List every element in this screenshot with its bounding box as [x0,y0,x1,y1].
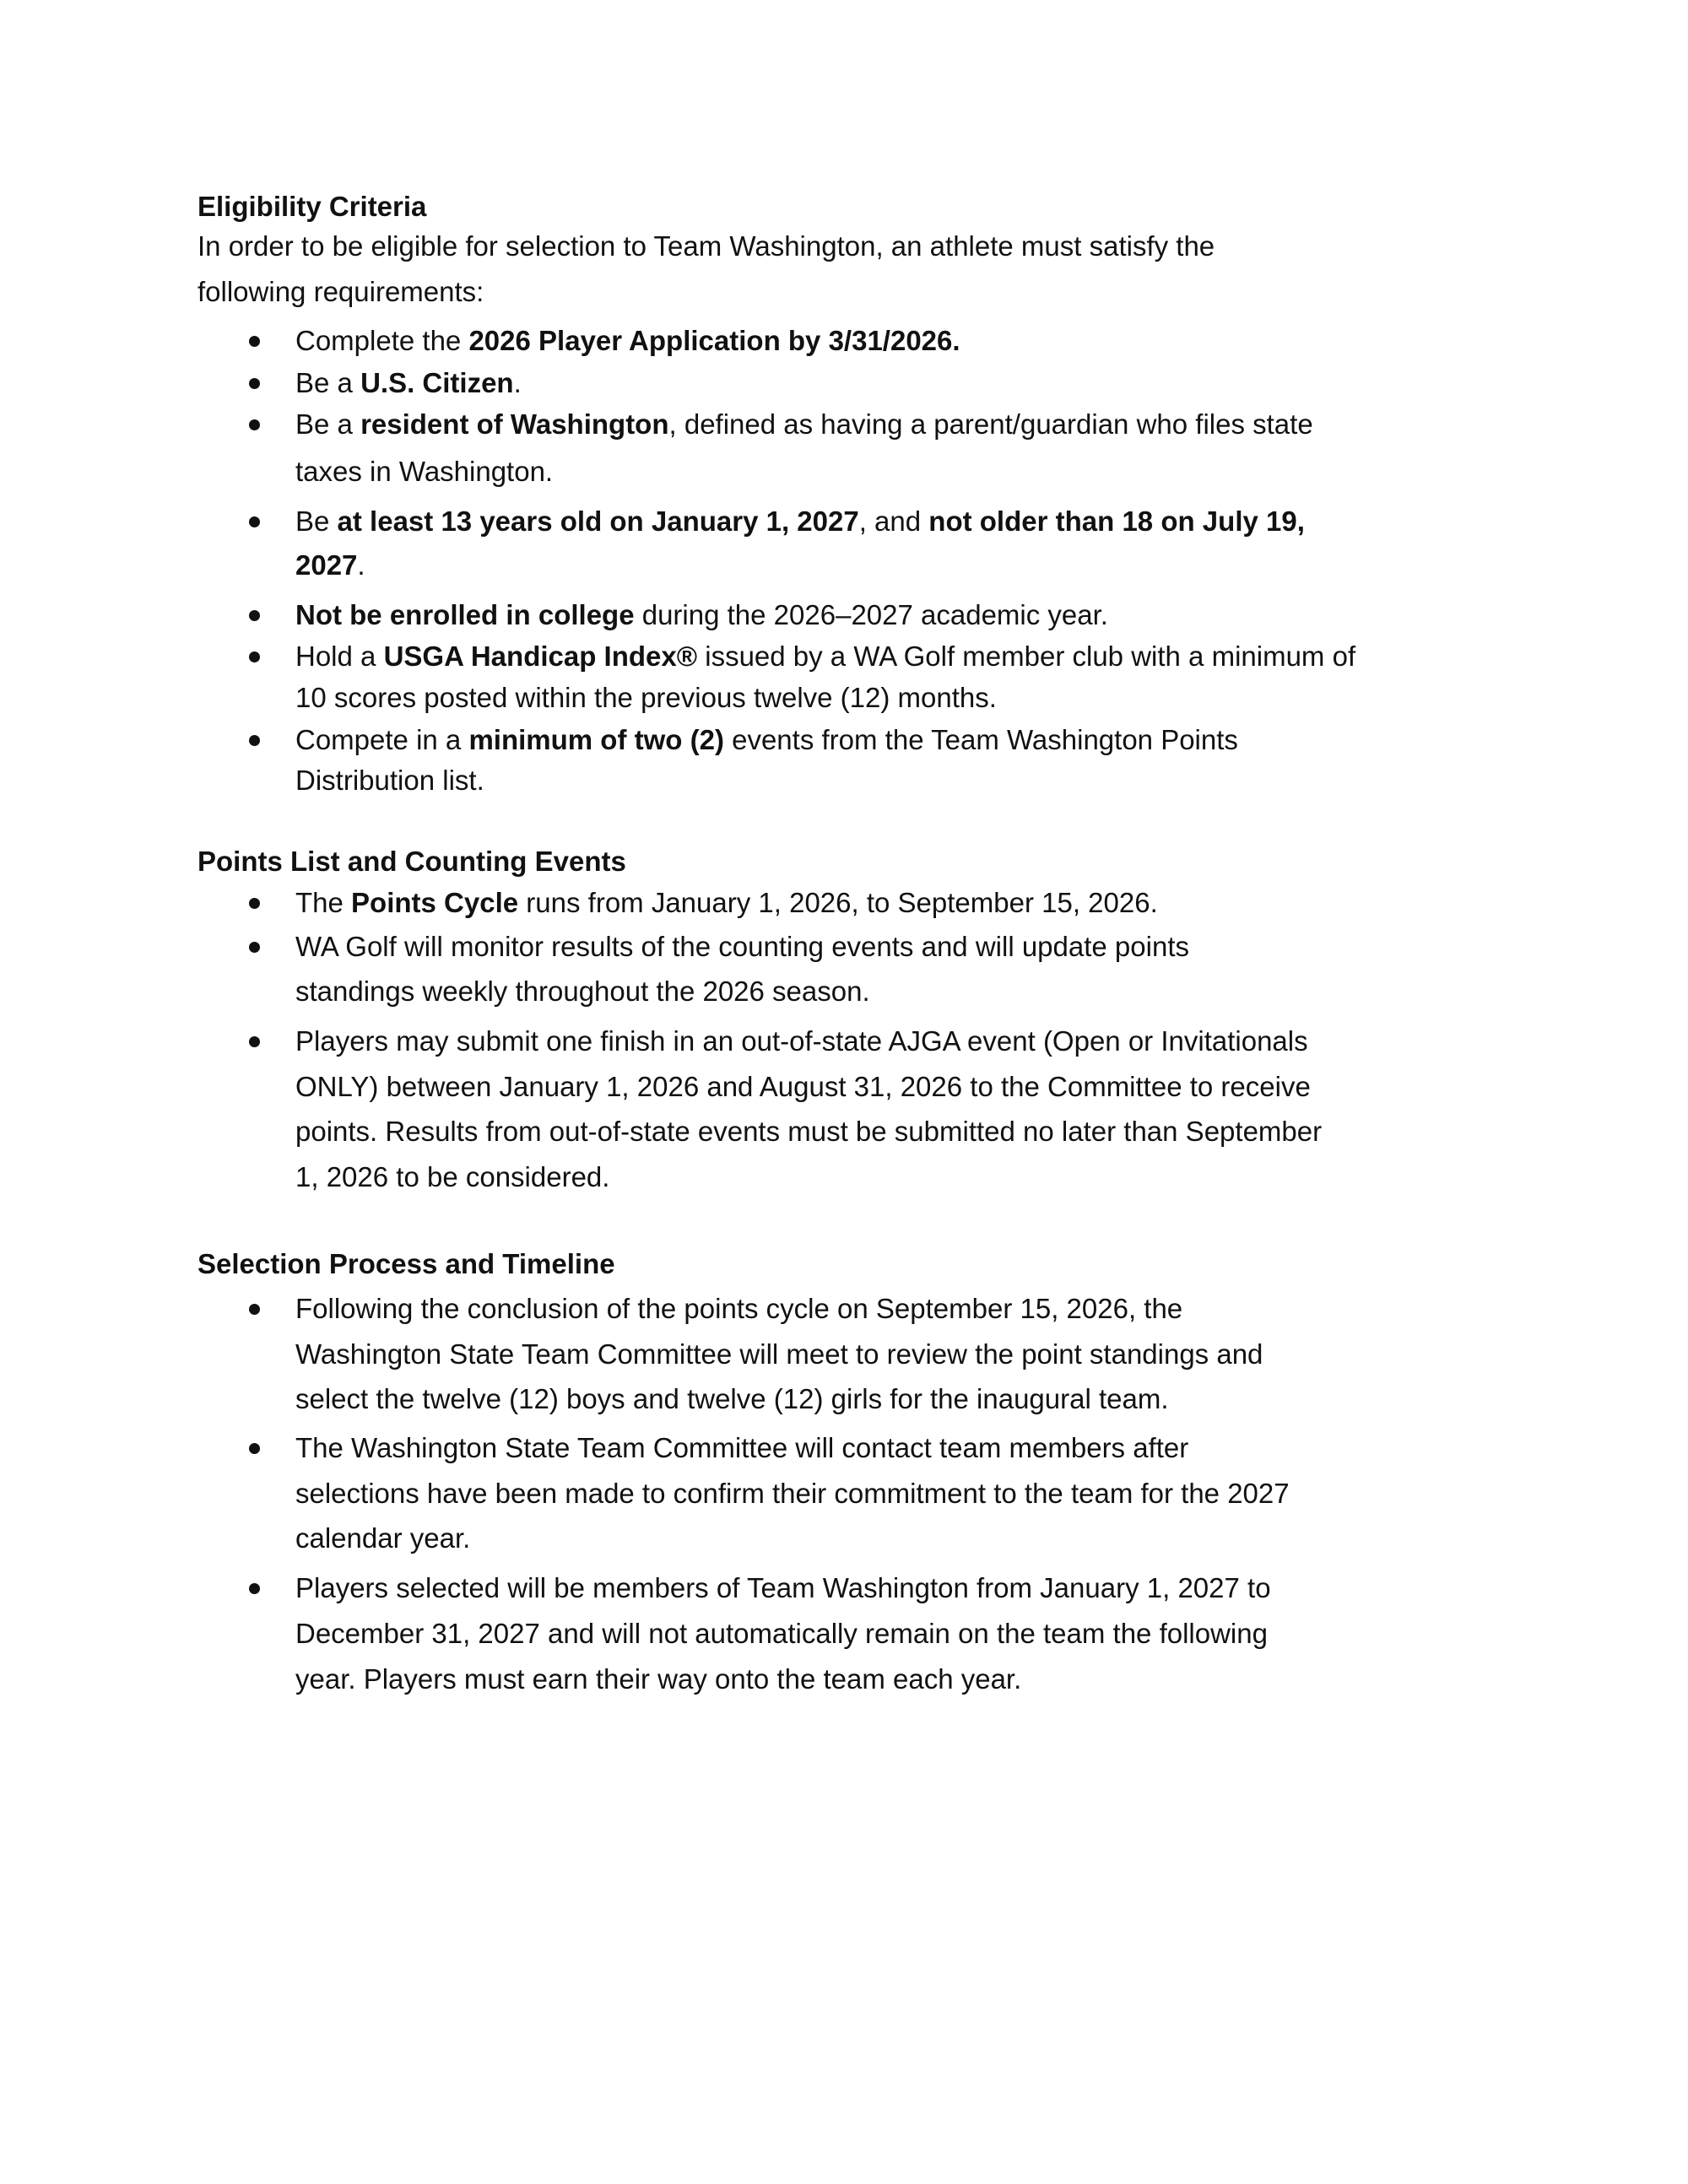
bold-text: U.S. Citizen [360,367,514,398]
list-item-line [295,1522,470,1555]
list-item-line [295,1070,1311,1104]
list-item-line [295,886,1158,920]
list-item-line [295,1431,1188,1465]
text: Hold a [295,641,384,672]
text: Compete in a [295,724,469,755]
list-item-line [295,723,1238,757]
section-heading: Points List and Counting Events [197,846,626,877]
intro-text-line: following requirements: [197,276,484,307]
list-item-line [295,1662,1021,1696]
text: . [513,367,522,398]
text: runs from January 1, 2026, to September 15, 2026. [518,887,1158,918]
bullet-icon [249,336,260,347]
text: The Washington State Team Committee will contact team members after [295,1432,1189,1463]
text: Following the conclusion of the points cycle on September 15, 2026, the [295,1293,1183,1324]
bullet-icon [249,610,260,621]
list-item-line [295,1382,1169,1416]
text: Be a [295,367,361,398]
list-item-line [295,1477,1290,1511]
list-item-line [295,975,870,1008]
list-item-line [295,408,1313,441]
bullet-icon [249,1583,260,1594]
list-item-line [295,1617,1268,1651]
text: , and [858,505,929,537]
list-item-line [295,1115,1322,1149]
text: 10 scores posted within the previous twelve (12) months. [295,682,997,713]
list-item-line [295,1571,1271,1605]
list-item-line [295,598,1108,632]
text: issued by a WA Golf member club with a minimum of [697,641,1356,672]
text: during the 2026–2027 academic year. [634,599,1108,630]
list-item-line [295,455,553,489]
bold-text: minimum of two (2) [468,724,724,755]
list-item-line [295,324,960,358]
list-item-line [295,1160,609,1194]
bullet-icon [249,516,260,527]
bold-text: at least 13 years old on January 1, 2027 [337,505,859,537]
text: Complete the [295,325,469,356]
list-item-line [295,1024,1308,1058]
text: Be [295,505,338,537]
bullet-icon [249,735,260,746]
text: calendar year. [295,1522,471,1554]
list-item-line [295,681,997,715]
text: 1, 2026 to be considered. [295,1161,610,1192]
text: WA Golf will monitor results of the counting events and will update points [295,931,1189,962]
list-item-line [295,930,1189,964]
bold-text: resident of Washington [360,408,669,440]
list-item-line [295,1292,1182,1326]
bold-text: Points Cycle [351,887,519,918]
bullet-icon [249,898,260,909]
text: Players may submit one finish in an out-of-state AJGA event (Open or Invitationals [295,1025,1308,1057]
list-item-line [295,1338,1263,1371]
text: ONLY) between January 1, 2026 and August 31, 2026 to the Committee to receive [295,1071,1311,1102]
text: select the twelve (12) boys and twelve (12) girls for the inaugural team. [295,1383,1169,1414]
text: selections have been made to confirm their commitment to the team for the 2027 [295,1478,1290,1509]
bold-text: 2027 [295,549,358,581]
list-item-line [295,764,484,797]
intro-text-line: In order to be eligible for selection to Team Washington, an athlete must satisfy the [197,230,1215,262]
text: Distribution list. [295,765,484,796]
bullet-icon [249,1304,260,1315]
bold-text: 2026 Player Application by 3/31/2026. [468,325,960,356]
list-item-line [295,366,522,400]
bold-text: Not be enrolled in college [295,599,635,630]
bullet-icon [249,651,260,662]
text: December 31, 2027 and will not automatically remain on the team the following [295,1618,1268,1649]
text: year. Players must earn their way onto the team each year. [295,1663,1022,1695]
text: Be a [295,408,361,440]
bullet-icon [249,942,260,953]
section-heading: Eligibility Criteria [197,191,427,222]
text: taxes in Washington. [295,456,554,487]
bold-text: USGA Handicap Index® [383,641,698,672]
list-item-line [295,505,1305,538]
text: Washington State Team Committee will meet to review the point standings and [295,1338,1263,1370]
text: . [357,549,365,581]
bold-text: not older than 18 on July 19, [928,505,1305,537]
bullet-icon [249,419,260,430]
text: events from the Team Washington Points [723,724,1238,755]
text: The [295,887,352,918]
text: , defined as having a parent/guardian who files state [668,408,1313,440]
bullet-icon [249,378,260,389]
list-item-line [295,549,365,582]
text: Players selected will be members of Team Washington from January 1, 2027 to [295,1572,1271,1603]
text: standings weekly throughout the 2026 season. [295,976,870,1007]
bullet-icon [249,1036,260,1047]
text: points. Results from out-of-state events must be submitted no later than September [295,1116,1323,1147]
bullet-icon [249,1443,260,1454]
list-item-line [295,640,1355,673]
section-heading: Selection Process and Timeline [197,1248,615,1279]
